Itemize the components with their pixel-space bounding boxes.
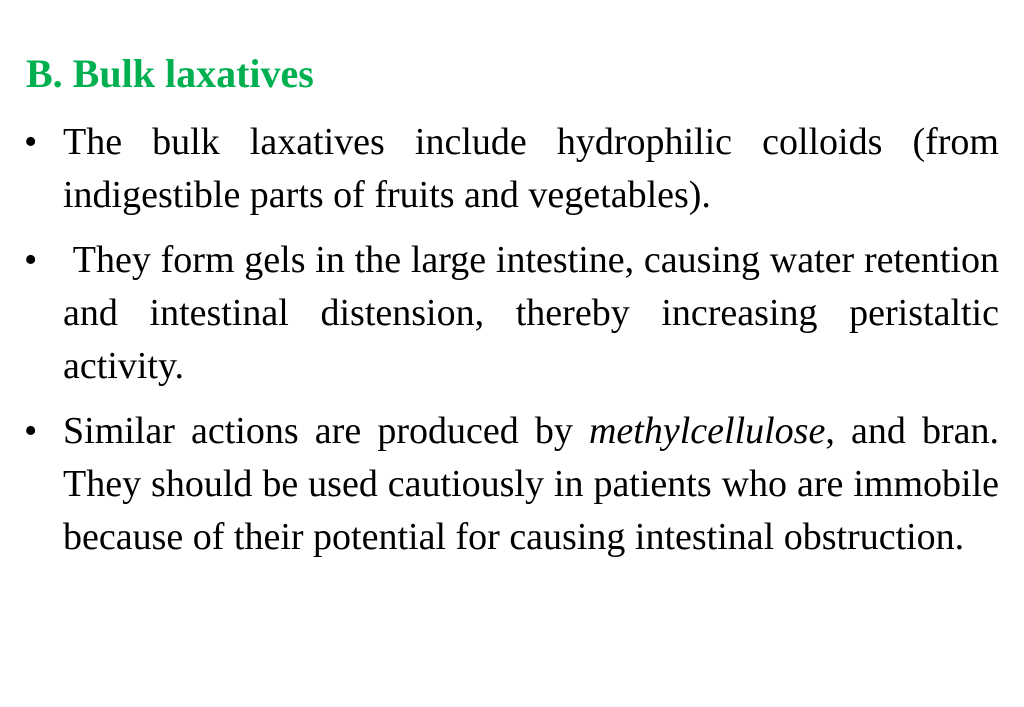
bullet-list — [0, 116, 1024, 576]
drug-name-emphasis: methylcellulose — [588, 410, 826, 452]
bullet-item-similar-actions — [0, 405, 1024, 564]
bullet-text: The bulk laxatives include hydrophilic colloids (from indigestible parts of fruits and vegetables). — [63, 121, 999, 216]
bullet-item-form-gels — [0, 234, 1024, 393]
bullet-text: They form gels in the large intestine, causing water retention and intestinal distension, thereby increasing peristaltic activity. — [63, 239, 1009, 387]
bullet-dot-icon: • — [24, 121, 38, 163]
bullet-dot-icon: • — [24, 410, 38, 452]
bullet-dot-icon: • — [24, 239, 38, 281]
bullet-item-bulk-laxatives-include — [0, 116, 1024, 222]
bullet-text — [63, 405, 999, 564]
slide-title: B. Bulk laxatives — [26, 51, 314, 96]
bullet-text-part: , and bran. They should be used cautiously in patients who are immobile because of their potential for causing intestinal obstruction. — [63, 410, 1000, 558]
bullet-text-part: Similar actions are produced by — [63, 410, 589, 452]
